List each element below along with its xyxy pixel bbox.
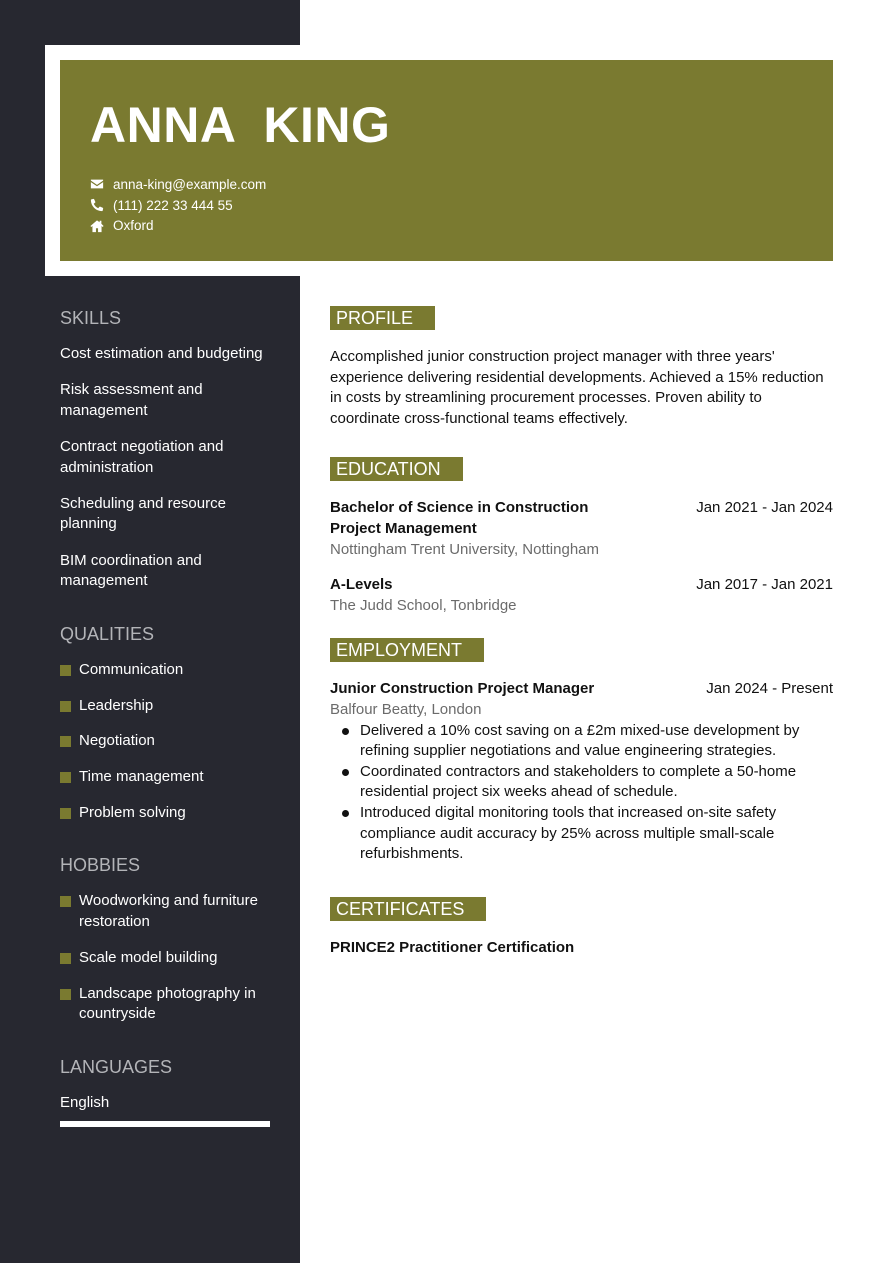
job-title: Junior Construction Project Manager [330,680,595,698]
home-icon [90,219,104,233]
square-bullet-icon [60,896,71,907]
education-entry [330,498,833,560]
degree-title: Bachelor of Science in Construction Project Management [330,499,589,537]
main-content [330,306,833,986]
square-bullet-icon [60,989,71,1000]
contact-email-row [90,174,833,195]
qualities-section [60,622,275,824]
hobbies-section [60,853,275,1024]
square-bullet-icon [60,701,71,712]
skill-item: BIM coordination and management [60,551,202,590]
resume-header [60,60,833,261]
education-section [330,457,833,616]
certificates-section [330,897,833,959]
quality-label: Negotiation [79,732,155,750]
quality-label: Time management [79,768,204,786]
skill-item: Scheduling and resource planning [60,494,226,533]
quality-item [60,731,275,752]
phone-icon [90,198,104,212]
hobby-item [60,948,275,969]
certificate-item: PRINCE2 Practitioner Certification [330,938,575,956]
skills-heading: SKILLS [60,308,122,328]
skill-item: Risk assessment and management [60,381,203,419]
employment-date: Jan 2024 - Present [706,680,833,698]
list-item: Introduced digital monitoring tools that increased on-site safety compliance audit accuracy by 25% across multiple small-scale refurbishments. [330,803,833,865]
quality-item [60,767,275,788]
hobby-label: Scale model building [79,948,218,966]
square-bullet-icon [60,665,71,676]
hobby-item [60,984,275,1025]
hobbies-heading: HOBBIES [60,855,141,876]
employment-entry [330,679,833,864]
phone-text: (111) 222 33 444 55 [113,197,233,213]
education-heading: EDUCATION [330,457,463,481]
quality-item [60,803,275,824]
contact-phone-row [90,195,833,216]
profile-text: Accomplished junior construction project manager with three years' experience delivering residential developments. Achieved a 15% reduction in costs by streamlining procurement processes. Proven ability to coordinate cross-functional teams effectively. [330,348,824,427]
hobby-item [60,891,275,932]
last-name: KING [263,97,391,153]
hobby-label: Landscape photography in countryside [79,984,256,1023]
languages-section [60,1055,275,1127]
quality-label: Communication [79,660,184,678]
email-text[interactable]: anna-king@example.com [113,176,267,192]
square-bullet-icon [60,736,71,747]
skill-item: Contract negotiation and administration [60,437,224,476]
location-text: Oxford [113,218,154,234]
certificates-heading: CERTIFICATES [330,897,486,921]
square-bullet-icon [60,808,71,819]
languages-heading: LANGUAGES [60,1056,173,1077]
candidate-name [90,96,833,154]
skill-item: Cost estimation and budgeting [60,345,263,362]
contact-location-row [90,215,833,236]
company-name: Balfour Beatty, London [330,700,482,718]
quality-label: Problem solving [79,803,186,821]
skills-section [60,306,275,592]
first-name: ANNA [90,97,235,153]
sidebar-content [60,306,275,1157]
job-achievements-list [330,721,833,865]
quality-item [60,696,275,717]
quality-item [60,660,275,681]
language-name: English [60,1093,110,1111]
education-date: Jan 2017 - Jan 2021 [696,576,833,594]
employment-section [330,638,833,864]
square-bullet-icon [60,953,71,964]
employment-heading: EMPLOYMENT [330,638,484,662]
qualities-heading: QUALITIES [60,623,155,644]
education-entry [330,575,833,616]
profile-section [330,306,833,429]
list-item: Delivered a 10% cost saving on a £2m mixed-use development by refining supplier negotiations and value engineering strategies. [330,721,833,762]
quality-label: Leadership [79,696,154,714]
language-level-bar [60,1121,270,1127]
education-date: Jan 2021 - Jan 2024 [696,499,833,517]
profile-heading: PROFILE [330,306,435,330]
envelope-icon [90,177,104,191]
square-bullet-icon [60,772,71,783]
contact-info [90,174,833,236]
list-item: Coordinated contractors and stakeholders to complete a 50-home residential project six weeks ahead of schedule. [330,762,833,803]
hobby-label: Woodworking and furniture restoration [79,892,258,931]
institution-name: Nottingham Trent University, Nottingham [330,540,599,558]
degree-title: A-Levels [330,576,393,594]
institution-name: The Judd School, Tonbridge [330,596,517,614]
